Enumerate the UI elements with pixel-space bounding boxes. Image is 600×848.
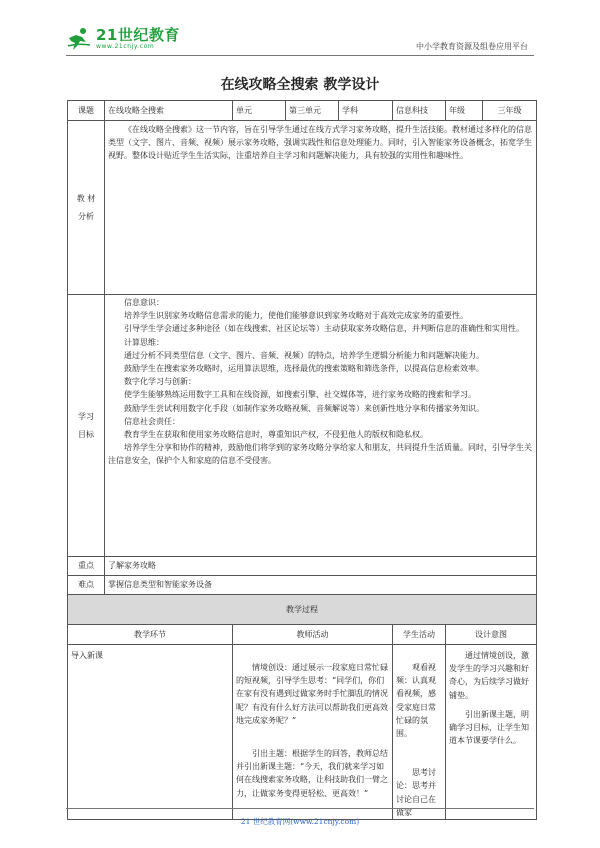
key-point-label: 重点 <box>68 557 105 576</box>
subject-value: 信息科技 <box>393 101 446 121</box>
runner-logo-icon <box>66 26 92 52</box>
objective-text: 教育学生在获取和使用家务攻略信息时，尊重知识产权，不侵犯他人的版权和隐私权。 <box>124 430 428 440</box>
design-intent: 通过情境创设，激发学生的学习兴趣和好奇心，为后续学习做好铺垫。 <box>449 651 529 700</box>
difficulty-value: 掌握信息类型和智能家务设备 <box>105 576 537 595</box>
objective-heading: 计算思维： <box>124 337 164 347</box>
analysis-label: 教 材 分析 <box>68 121 105 295</box>
logo-title: 21世纪教育 <box>96 26 180 44</box>
objective-text: 培养学生分享和协作的精神，鼓励他们将学到的家务攻略分享给家人和朋友，共同提升生活质量。同时，引导学生关注信息安全，保护个人和家庭的信息不受侵害。 <box>108 443 532 466</box>
analysis-row <box>68 121 537 295</box>
teacher-activity: 引出主题：根据学生的回答，教师总结并引出新课主题：“今天，我们就来学习如何在线搜索家务攻略，让科技助我们一臂之力，让做家务变得更轻松、更高效！” <box>236 749 388 798</box>
objective-text: 鼓励学生在搜索家务攻略时，运用算法思维，选择最优的搜索策略和筛选条件，以提高信息检索效率。 <box>124 364 484 374</box>
header-intent: 设计意图 <box>446 625 537 645</box>
student-activity: 思考讨论：思考并讨论自己在做家 <box>396 768 436 817</box>
document-title: 在线攻略全搜索 教学设计 <box>220 77 380 93</box>
site-logo[interactable] <box>66 26 180 52</box>
design-intent: 引出新课主题，明确学习目标，让学生知道本节课要学什么。 <box>449 709 529 746</box>
topic-value: 在线攻略全搜索 <box>105 101 233 121</box>
process-row <box>68 645 537 820</box>
process-header-row <box>68 625 537 645</box>
topic-label: 课题 <box>68 101 105 121</box>
grade-value: 三年级 <box>483 101 537 121</box>
analysis-text: 《在线攻略全搜索》这一节内容，旨在引导学生通过在线方式学习家务攻略，提升生活技能。教材通过多样化的信息类型（文字、图片、音频、视频）展示家务攻略，强调实践性和信息处理能力。同时，引入智能家务设备概念，拓宽学生视野。整体设计贴近学生生活实际，注重培养自主学习和问题解决能力，具有较强的实用性和趣味性。 <box>108 125 532 161</box>
key-point-row <box>68 557 537 576</box>
header-stage: 教学环节 <box>68 625 233 645</box>
process-title-row <box>68 595 537 625</box>
lesson-plan-table <box>67 100 537 820</box>
header-teacher: 教师活动 <box>233 625 393 645</box>
page-header <box>0 0 600 60</box>
difficulty-row <box>68 576 537 595</box>
student-activity: 观看视频：认真观看视频，感受家庭日常忙碌的氛围。 <box>396 663 436 739</box>
objectives-row <box>68 295 537 557</box>
teacher-activity: 情境创设：通过展示一段家庭日常忙碌的短视频，引导学生思考：“同学们，你们在家有没有遇到过做家务时手忙脚乱的情况呢？有没有什么好方法可以帮助我们更高效地完成家务呢？” <box>236 663 388 725</box>
header-student: 学生活动 <box>393 625 446 645</box>
grade-label: 年级 <box>446 101 483 121</box>
process-title: 教学过程 <box>68 595 537 625</box>
page-footer[interactable]: 21 世纪教育网(www.21cnjy.com) <box>240 817 360 826</box>
objective-text: 鼓励学生尝试利用数字化手段（如制作家务攻略视频、音频解说等）来创新性地分享和传播家务知识。 <box>124 403 484 413</box>
objective-text: 培养学生识别家务攻略信息需求的能力，使他们能够意识到家务攻略对于高效完成家务的重要性。 <box>124 311 468 321</box>
objective-text: 通过分析不同类型信息（文字、图片、音频、视频）的特点，培养学生逻辑分析能力和问题解决能力。 <box>124 350 484 360</box>
stage-name: 导入新课 <box>68 645 233 820</box>
unit-label: 单元 <box>233 101 286 121</box>
subject-label: 学科 <box>339 101 393 121</box>
key-point-value: 了解家务攻略 <box>105 557 537 576</box>
objective-text: 引导学生学会通过多种途径（如在线搜索、社区论坛等）主动获取家务攻略信息，并判断信息的准确性和实用性。 <box>124 324 524 334</box>
objectives-label: 学习 目标 <box>68 295 105 557</box>
unit-value: 第三单元 <box>286 101 339 121</box>
logo-url: www.21cnjy.com <box>96 43 155 50</box>
footer-divider <box>66 808 534 809</box>
objective-heading: 信息社会责任： <box>124 416 180 426</box>
info-row <box>68 101 537 121</box>
platform-name: 中小学教育资源及组卷应用平台 <box>416 42 528 51</box>
difficulty-label: 难点 <box>68 576 105 595</box>
objective-text: 使学生能够熟练运用数字工具和在线资源，如搜索引擎、社交媒体等，进行家务攻略的搜索和学习。 <box>124 390 476 400</box>
header-divider <box>66 55 534 56</box>
objective-heading: 数字化学习与创新： <box>124 377 196 387</box>
objective-heading: 信息意识： <box>124 298 164 307</box>
